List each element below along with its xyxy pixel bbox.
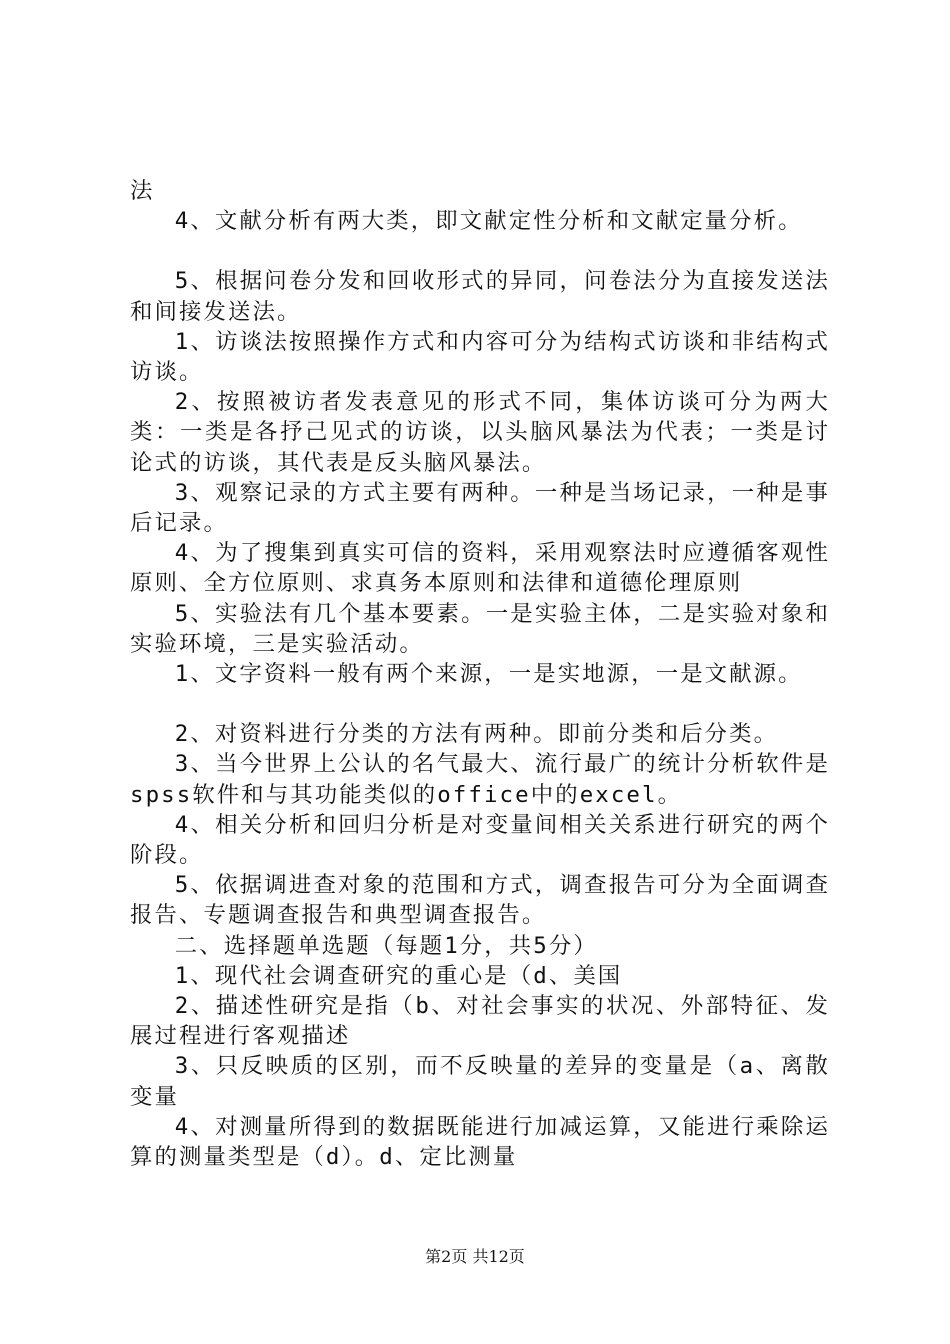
page-number-footer: 第2页 共12页	[425, 1247, 525, 1266]
paragraph: 1、现代社会调查研究的重心是（d、美国	[174, 962, 623, 989]
paragraph: 4、为了搜集到真实可信的资料，采用观察法时应遵循客观性原则、全方位原则、求真务本原则和法律和道德伦理原则	[130, 540, 830, 597]
paragraph: 1、访谈法按照操作方式和内容可分为结构式访谈和非结构式访谈。	[130, 328, 830, 386]
paragraph: 5、实验法有几个基本要素。一是实验主体，二是实验对象和实验环境，三是实验活动。	[130, 600, 830, 657]
paragraph: 1、文字资料一般有两个来源，一是实地源，一是文献源。	[174, 661, 803, 688]
paragraph: 2、对资料进行分类的方法有两种。即前分类和后分类。	[174, 721, 779, 748]
paragraph: 5、依据调进查对象的范围和方式，调查报告可分为全面调查报告、专题调查报告和典型调查报告。	[130, 872, 830, 929]
paragraph: 4、相关分析和回归分析是对变量间相关关系进行研究的两个阶段。	[130, 811, 830, 869]
paragraph: 4、对测量所得到的数据既能进行加减运算，又能进行乘除运算的测量类型是（d）。d、定比测量	[130, 1113, 830, 1171]
paragraph: 3、只反映质的区别，而不反映量的差异的变量是（a、离散变量	[130, 1053, 830, 1110]
section-heading: 二、选择题单选题（每题1分，共5分）	[174, 932, 598, 959]
paragraph: 2、描述性研究是指（b、对社会事实的状况、外部特征、发展过程进行客观描述	[130, 993, 830, 1050]
paragraph: 法	[130, 178, 155, 204]
paragraph: 5、根据问卷分发和回收形式的异同，问卷法分为直接发送法和间接发送法。	[130, 268, 830, 325]
paragraph: 3、观察记录的方式主要有两种。一种是当场记录，一种是事后记录。	[130, 479, 830, 537]
paragraph: 2、按照被访者发表意见的形式不同，集体访谈可分为两大类：一类是各抒己见式的访谈，以头脑风暴法为代表；一类是讨论式的访谈，其代表是反头脑风暴法。	[130, 389, 830, 476]
paragraph: 3、当今世界上公认的名气最大、流行最广的统计分析软件是spss软件和与其功能类似的office中的excel。	[130, 751, 830, 808]
page-body	[130, 176, 830, 1172]
paragraph: 4、文献分析有两大类，即文献定性分析和文献定量分析。	[174, 208, 803, 235]
